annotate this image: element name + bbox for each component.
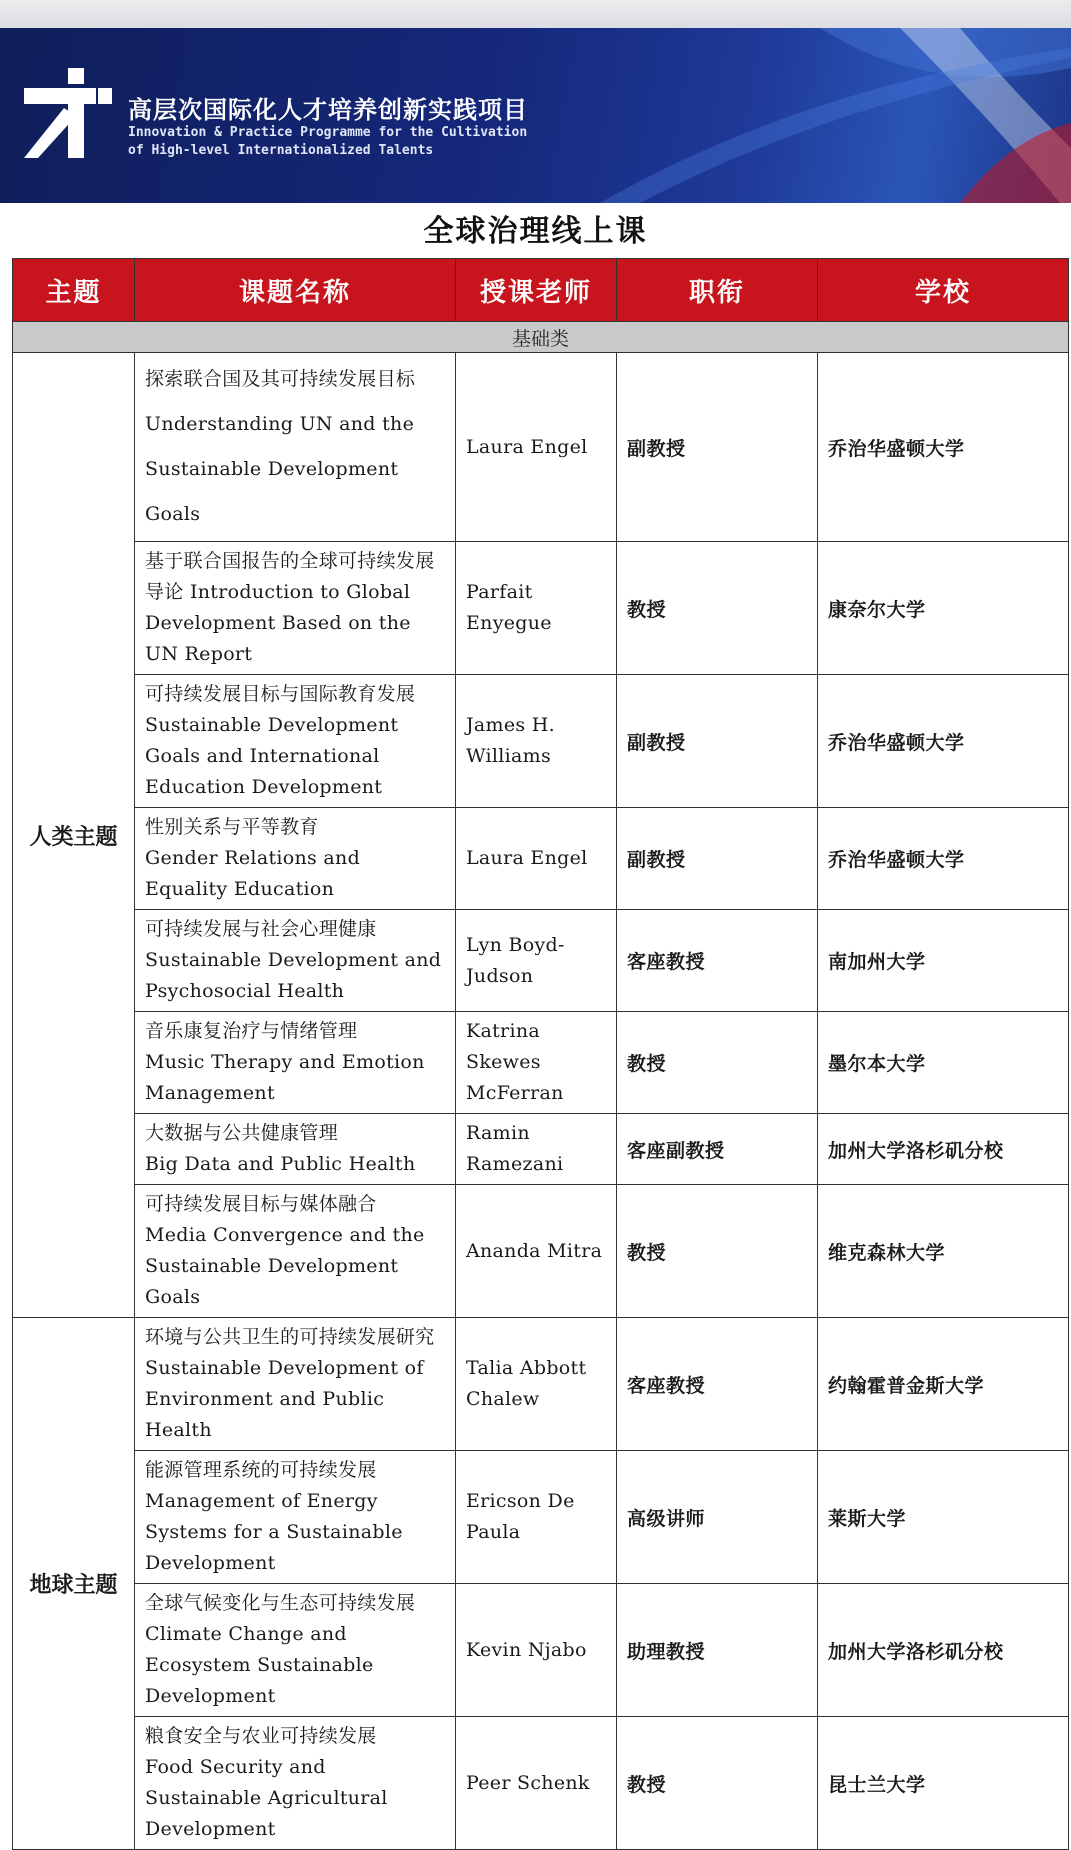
course-name-en: Media Convergence and the Sustainable Development Goals [145,1224,425,1308]
school-cell: 乔治华盛顿大学 [818,675,1069,808]
course-name-en: Sustainable Development Goals and International Education Development [145,714,399,798]
course-cell [135,1584,456,1717]
school-cell: 维克森林大学 [818,1185,1069,1318]
course-cell [135,1318,456,1451]
course-name-cn: 性别关系与平等教育 [145,816,319,838]
teacher-cell: Talia Abbott Chalew [456,1318,617,1451]
course-name-cn: 可持续发展与社会心理健康 [145,918,377,940]
teacher-cell: Ramin Ramezani [456,1114,617,1185]
position-cell: 教授 [617,542,818,675]
course-cell [135,542,456,675]
position-cell: 高级讲师 [617,1451,818,1584]
course-name-en: Food Security and Sustainable Agricultural Development [145,1756,388,1840]
course-name-cn: 基于联合国报告的全球可持续发展导论 [145,550,435,603]
category-row [13,322,1069,353]
course-name-cn: 探索联合国及其可持续发展目标 [145,368,416,390]
teacher-cell: Ericson De Paula [456,1451,617,1584]
position-cell: 客座副教授 [617,1114,818,1185]
position-cell: 副教授 [617,675,818,808]
position-cell: 助理教授 [617,1584,818,1717]
school-cell: 墨尔本大学 [818,1012,1069,1114]
course-name-en: Climate Change and Ecosystem Sustainable Development [145,1623,374,1707]
school-cell: 莱斯大学 [818,1451,1069,1584]
table-row [13,1185,1069,1318]
course-cell [135,1012,456,1114]
header-school: 学校 [818,259,1069,322]
table-row [13,542,1069,675]
table-row [13,1318,1069,1451]
course-name-cn: 全球气候变化与生态可持续发展 [145,1592,416,1614]
course-table [12,258,1069,1850]
position-cell: 副教授 [617,808,818,910]
course-name-en: Big Data and Public Health [145,1153,416,1175]
teacher-cell: Peer Schenk [456,1717,617,1850]
table-row [13,1012,1069,1114]
course-name-cn: 可持续发展目标与国际教育发展 [145,683,416,705]
table-row [13,675,1069,808]
program-banner [0,28,1071,203]
course-cell [135,808,456,910]
top-strip [0,0,1071,28]
course-name-en: Understanding UN and the Sustainable Development Goals [145,413,415,525]
course-cell [135,675,456,808]
document-title: 全球治理线上课 [423,214,648,249]
course-cell [135,910,456,1012]
position-cell: 教授 [617,1012,818,1114]
teacher-cell: Laura Engel [456,353,617,542]
category-label: 基础类 [13,322,1069,353]
course-cell [135,1717,456,1850]
program-title-en [128,124,548,160]
school-cell: 加州大学洛杉矶分校 [818,1584,1069,1717]
course-cell [135,353,456,542]
program-title-en-line2: of High-level Internationalized Talents [128,143,434,158]
school-cell: 加州大学洛杉矶分校 [818,1114,1069,1185]
teacher-cell: Laura Engel [456,808,617,910]
school-cell: 约翰霍普金斯大学 [818,1318,1069,1451]
program-title-en-line1: Innovation & Practice Programme for the Cultivation [128,125,528,140]
table-row [13,1451,1069,1584]
course-cell [135,1185,456,1318]
school-cell: 康奈尔大学 [818,542,1069,675]
table-header-row [13,259,1069,322]
school-cell: 昆士兰大学 [818,1717,1069,1850]
course-name-en: Sustainable Development of Environment and Public Health [145,1357,424,1441]
position-cell: 教授 [617,1185,818,1318]
table-row [13,910,1069,1012]
course-name-cn: 大数据与公共健康管理 [145,1122,339,1144]
school-cell: 乔治华盛顿大学 [818,353,1069,542]
theme-cell: 人类主题 [13,353,135,1318]
position-cell: 客座教授 [617,910,818,1012]
table-row [13,353,1069,542]
school-cell: 乔治华盛顿大学 [818,808,1069,910]
table-row [13,1584,1069,1717]
position-cell: 教授 [617,1717,818,1850]
table-row [13,1114,1069,1185]
theme-cell: 地球主题 [13,1318,135,1850]
program-title-cn: 高层次国际化人才培养创新实践项目 [128,96,528,124]
course-cell [135,1451,456,1584]
course-name-cn: 能源管理系统的可持续发展 [145,1459,377,1481]
course-name-en: Music Therapy and Emotion Management [145,1051,425,1104]
course-name-cn: 粮食安全与农业可持续发展 [145,1725,377,1747]
course-cell [135,1114,456,1185]
teacher-cell: Lyn Boyd-Judson [456,910,617,1012]
position-cell: 副教授 [617,353,818,542]
course-name-en: Gender Relations and Equality Education [145,847,361,900]
teacher-cell: Katrina Skewes McFerran [456,1012,617,1114]
course-name-en: Sustainable Development and Psychosocial Health [145,949,442,1002]
course-name-en: Management of Energy Systems for a Sustainable Development [145,1490,403,1574]
course-name-cn: 可持续发展目标与媒体融合 [145,1193,377,1215]
table-row [13,1717,1069,1850]
course-name-cn: 音乐康复治疗与情绪管理 [145,1020,358,1042]
table-row [13,808,1069,910]
program-logo-icon [24,68,116,160]
teacher-cell: James H. Williams [456,675,617,808]
header-course: 课题名称 [135,259,456,322]
position-cell: 客座教授 [617,1318,818,1451]
teacher-cell: Kevin Njabo [456,1584,617,1717]
header-teacher: 授课老师 [456,259,617,322]
header-position: 职衔 [617,259,818,322]
teacher-cell: Ananda Mitra [456,1185,617,1318]
school-cell: 南加州大学 [818,910,1069,1012]
teacher-cell: Parfait Enyegue [456,542,617,675]
course-name-cn: 环境与公共卫生的可持续发展研究 [145,1326,435,1348]
course-name-en: Introduction to Global Development Based on the UN Report [145,581,411,665]
header-theme: 主题 [13,259,135,322]
